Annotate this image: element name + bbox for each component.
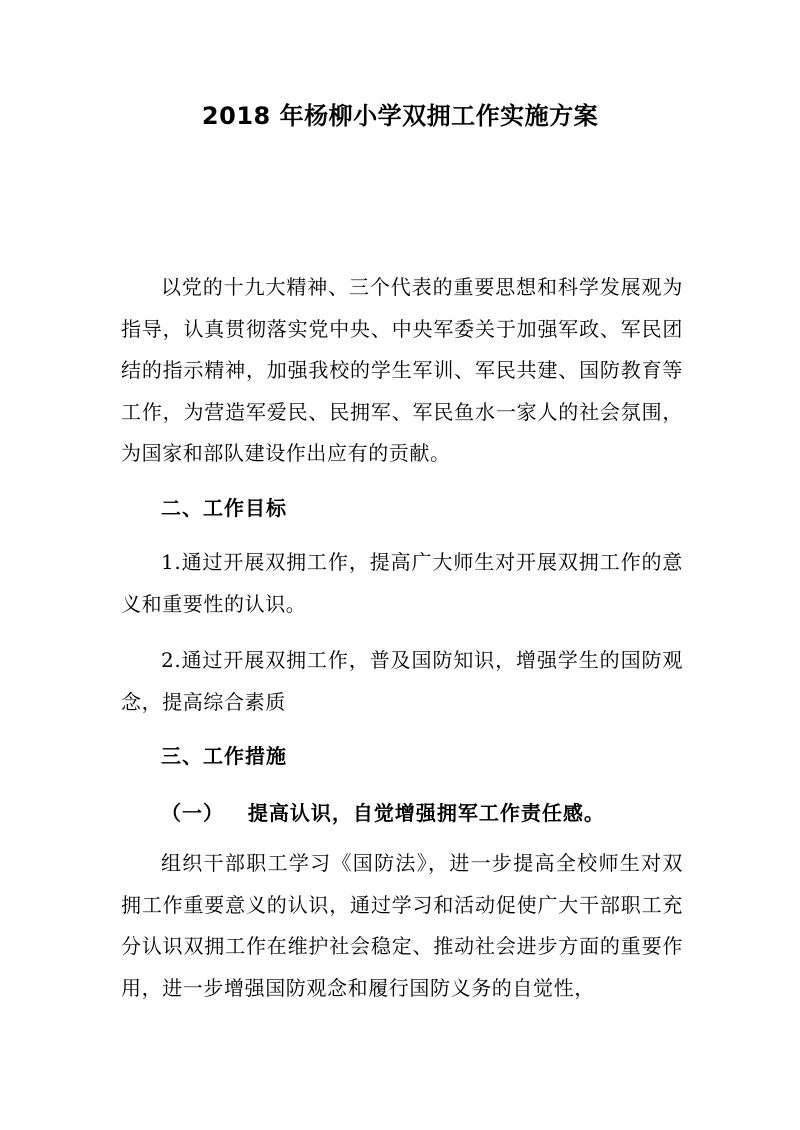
goal-item-1: 1.通过开展双拥工作，提高广大师生对开展双拥工作的意义和重要性的认识。 bbox=[121, 550, 683, 616]
intro-paragraph: 以党的十九大精神、三个代表的重要思想和科学发展观为指导，认真贯彻落实党中央、中央军委关于加强军政、军民团结的指示精神，加强我校的学生军训、军民共建、国防教育等工作，为营造军爱民、民拥军、军民鱼水一家人的社会氛围，为国家和部队建设作出应有的贡献。 bbox=[121, 275, 683, 465]
document-title: 2018 年杨柳小学双拥工作实施方案 bbox=[201, 102, 599, 130]
goal-item-2: 2.通过开展双拥工作，普及国防知识，增强学生的国防观念，提高综合素质 bbox=[121, 648, 683, 714]
subsection-paragraph-1: 组织干部职工学习《国防法》，进一步提高全校师生对双拥工作重要意义的认识，通过学习和活动促使广大干部职工充分认识双拥工作在维护社会稳定、推动社会进步方面的重要作用，进一步增强国防观念和履行国防义务的自觉性， bbox=[121, 851, 683, 1000]
section-heading-goals: 二、工作目标 bbox=[161, 496, 287, 520]
section-heading-measures: 三、工作措施 bbox=[161, 744, 287, 768]
subsection-heading-1: （一） 提高认识，自觉增强拥军工作责任感。 bbox=[161, 801, 605, 825]
